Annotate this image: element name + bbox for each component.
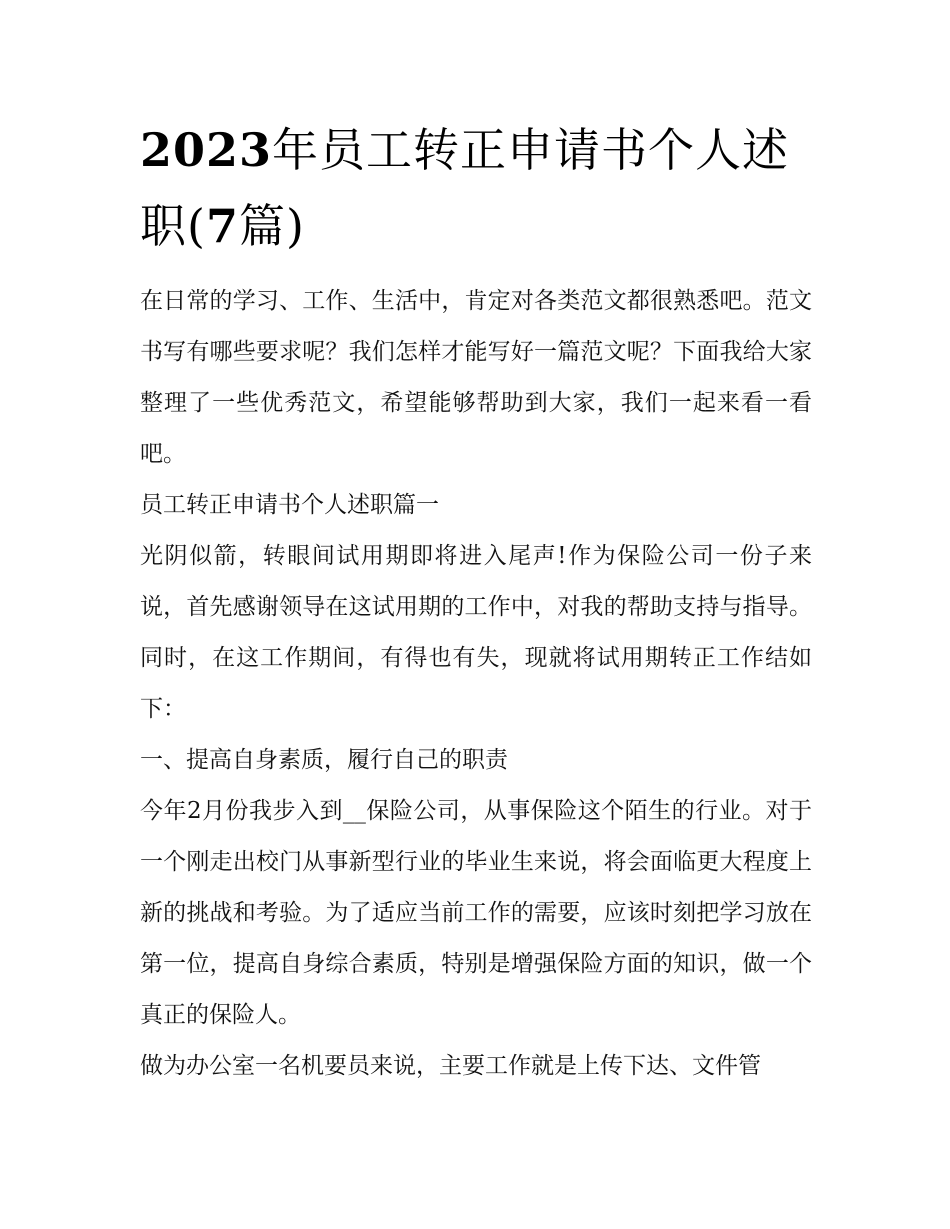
document-title [140, 112, 812, 264]
intro-paragraph: 在日常的学习、工作、生活中，肯定对各类范文都很熟悉吧。范文书写有哪些要求呢？我们怎样才能写好一篇范文呢？下面我给大家整理了一些优秀范文，希望能够帮助到大家，我们一起来看一看吧。 [140, 288, 812, 467]
document-page [140, 112, 812, 1092]
section-heading: 员工转正申请书个人述职篇一 [140, 492, 439, 518]
title-text: 年员工转正申请书个人述职( [140, 123, 790, 253]
body-paragraph: 今年2月份我步入到__保险公司，从事保险这个陌生的行业。对于一个刚走出校门从事新型行业的毕业生来说，将会面临更大程度上新的挑战和考验。为了适应当前工作的需要，应该时刻把学习放在第一位，提高自身综合素质，特别是增强保险方面的知识，做一个真正的保险人。 [140, 798, 812, 1028]
title-suffix: 篇) [238, 199, 305, 253]
body-paragraph: 做为办公室一名机要员来说，主要工作就是上传下达、文件管 [140, 1053, 761, 1079]
body-paragraph: 光阴似箭，转眼间试用期即将进入尾声!作为保险公司一份子来说，首先感谢领导在这试用期的工作中，对我的帮助支持与指导。同时，在这工作期间，有得也有失，现就将试用期转正工作结如下： [140, 543, 812, 722]
title-count: 7 [205, 199, 239, 253]
document-body [140, 276, 812, 1092]
title-year: 2023 [140, 123, 273, 177]
subsection-heading: 一、提高自身素质，履行自己的职责 [140, 747, 508, 773]
